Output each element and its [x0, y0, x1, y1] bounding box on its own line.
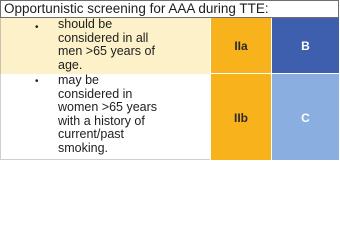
table-row [0, 18, 339, 74]
table-row [0, 74, 339, 160]
class-cell: IIa [211, 18, 271, 74]
bullet-icon: • [35, 76, 39, 87]
table-header: Opportunistic screening for AAA during TTE: [0, 0, 339, 18]
level-of-evidence-cell: C [272, 74, 339, 160]
class-cell: IIb [211, 74, 271, 160]
level-of-evidence-cell: B [272, 18, 339, 74]
recommendation-text: should be considered in all men >65 years of age. [58, 17, 155, 72]
bullet-icon: • [35, 22, 39, 33]
column-divider [271, 18, 272, 160]
recommendation-cell [0, 18, 210, 74]
recommendation-cell [0, 74, 210, 160]
row-divider [211, 73, 339, 74]
column-divider [210, 18, 211, 160]
recommendation-text: may be considered in women >65 years with a history of current/past smoking. [58, 73, 158, 155]
